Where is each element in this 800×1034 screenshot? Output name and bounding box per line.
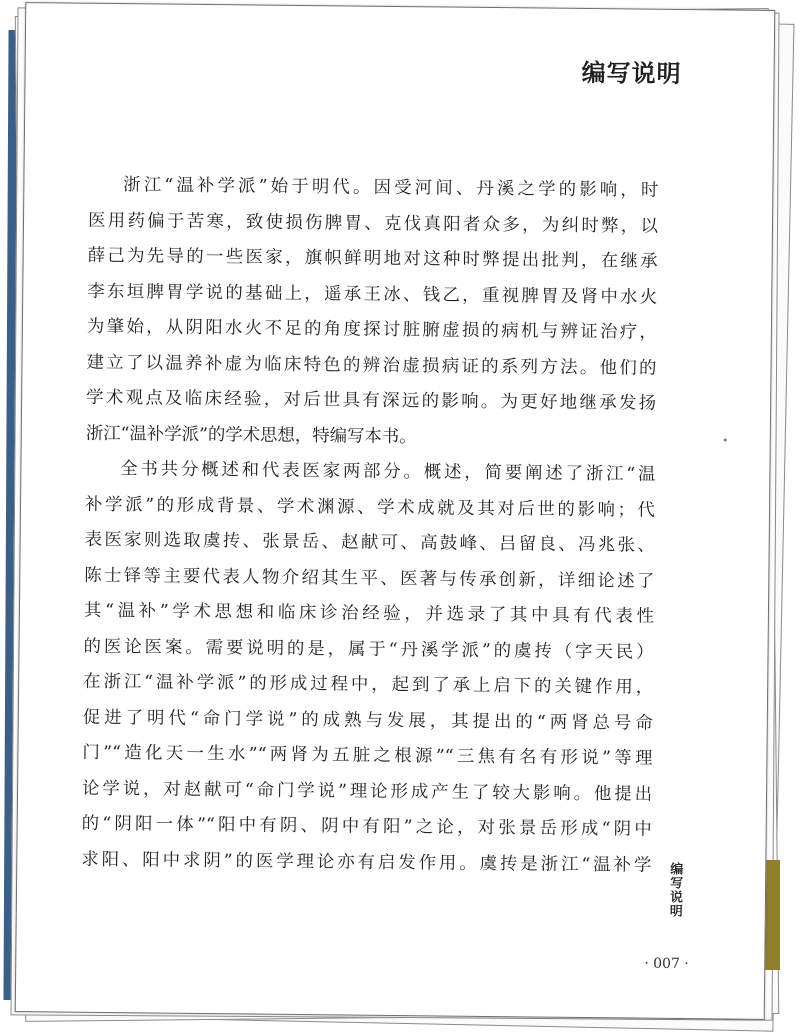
margin-mark xyxy=(724,438,727,441)
text-line: 论学说，对赵献可“命门学说”理论形成产生了较大影响。他提出 xyxy=(81,778,653,805)
text-line: 浙江“温补学派”始于明代。因受河间、丹溪之学的影响，时 xyxy=(123,175,659,201)
text-line: 表医家则选取虞抟、张景岳、赵献可、高鼓峰、吕留良、冯兆张、 xyxy=(84,529,655,556)
document-page xyxy=(15,2,776,1020)
text-line: 为肇始，从阴阳水火不足的角度探讨脏腑虚损的病机与辨证治疗， xyxy=(86,316,657,343)
text-line: 的“阴阳一体”“阳中有阴、阴中有阳”之论，对张景岳形成“阴中 xyxy=(81,813,652,840)
text-line: 的医论医案。需要说明的是，属于“丹溪学派”的虞抟（字天民） xyxy=(83,636,654,663)
paragraph-2 xyxy=(81,452,655,884)
text-line: 陈士铎等主要代表人物介绍其生平、医著与传承创新，详细论述了 xyxy=(84,565,655,592)
paragraph-1 xyxy=(86,168,659,458)
text-line: 医用药偏于苦寒，致使损伤脾胃、克伐真阳者众多，为纠时弊，以 xyxy=(87,210,659,237)
text-line: 李东垣脾胃学说的基础上，遥承王冰、钱乙，重视脾胃及肾中水火 xyxy=(87,281,658,308)
text-line: 其“温补”学术思想和临床诊治经验，并选录了其中具有代表性 xyxy=(83,600,655,627)
book-edge-olive xyxy=(764,860,780,970)
text-line: 薛己为先导的一些医家，旗帜鲜明地对这种时弊提出批判，在继承 xyxy=(87,245,658,272)
text-line: 建立了以温养补虚为临床特色的辨治虚损病证的系列方法。他们的 xyxy=(86,352,657,379)
side-section-label: 编写说明 xyxy=(666,861,683,919)
text-line: 补学派”的形成背景、学术渊源、学术成就及其对后世的影响；代 xyxy=(84,494,656,521)
text-line: 浙江“温补学派”的学术思想，特编写本书。 xyxy=(85,423,417,447)
page-number: · 007 · xyxy=(644,955,689,973)
body-text xyxy=(81,168,658,884)
text-line: 门”“造化天一生水”“两肾为五脏之根源”“三焦有名有形说”等理 xyxy=(82,742,653,769)
text-line: 促进了明代“命门学说”的成熟与发展，其提出的“两肾总号命 xyxy=(82,707,653,734)
text-line: 求阳、阳中求阴”的医学理论亦有启发作用。虞抟是浙江“温补学 xyxy=(81,849,652,876)
page-title: 编写说明 xyxy=(581,57,682,88)
text-line: 全书共分概述和代表医家两部分。概述，简要阐述了浙江“温 xyxy=(120,459,656,485)
text-line: 在浙江“温补学派”的形成过程中，起到了承上启下的关键作用， xyxy=(83,671,654,698)
text-line: 学术观点及临床经验，对后世具有深远的影响。为更好地继承发扬 xyxy=(86,387,657,414)
